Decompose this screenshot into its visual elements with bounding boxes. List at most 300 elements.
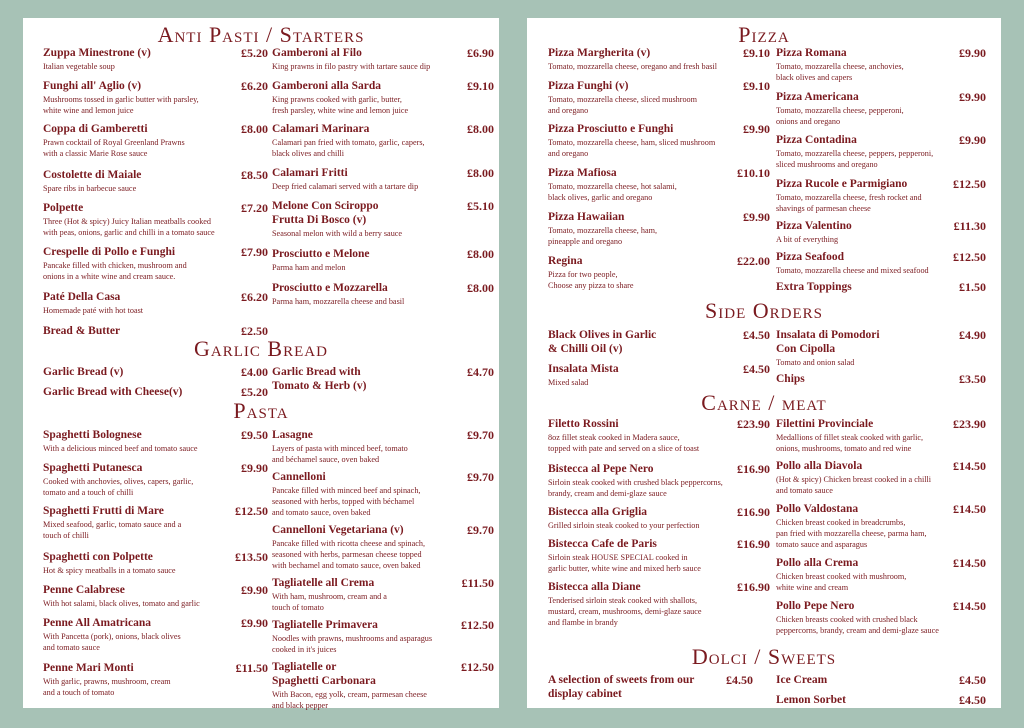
menu-item-name: Crespelle di Pollo e Funghi: [43, 246, 176, 258]
menu-item-description-line: Mushrooms tossed in garlic butter with parsley,: [43, 95, 199, 104]
menu-item-description-line: and flambe in brandy: [548, 618, 618, 627]
menu-item-description-line: white wine and lemon juice: [43, 106, 134, 115]
menu-item-price: £2.50: [241, 324, 268, 338]
menu-item: [272, 166, 494, 192]
menu-item-price: £3.50: [959, 372, 986, 386]
menu-item-name-block: [272, 523, 404, 537]
menu-item-description: [548, 520, 770, 531]
menu-item-price: £12.50: [953, 177, 986, 191]
menu-item: [548, 166, 770, 203]
menu-item: [776, 328, 986, 368]
menu-item-description: [272, 262, 494, 273]
menu-item-description: [43, 443, 268, 454]
menu-item: [776, 673, 986, 687]
menu-item-name-block: [43, 245, 175, 259]
menu-item-price: £22.00: [737, 254, 770, 268]
garlic-bread-col-right: [272, 365, 494, 393]
menu-item-description: [776, 571, 986, 593]
menu-item-description-line: Tomato, mozzarella cheese, sliced mushroom: [548, 95, 698, 104]
menu-item-name-block: [548, 505, 647, 519]
menu-item-description-line: pan fried with mozzarella cheese, parma ham,: [776, 529, 927, 538]
menu-item-description: [776, 192, 986, 214]
menu-item-description: [548, 432, 770, 454]
menu-item-description: [43, 260, 268, 282]
menu-item: [43, 550, 268, 576]
menu-item-row: [272, 46, 494, 60]
menu-item-name: Insalata Mista: [548, 363, 619, 375]
menu-item-name: Paté Della Casa: [43, 291, 121, 303]
menu-item-name: Cannelloni: [272, 471, 326, 483]
menu-item-name-block: [272, 618, 378, 632]
menu-item: [776, 133, 986, 170]
menu-item: [776, 556, 986, 593]
menu-item-description-line: Sirloin steak cooked with crushed black peppercorns,: [548, 478, 723, 487]
menu-item-description-line: black olives and capers: [776, 73, 853, 82]
menu-item-description-line: touch of tomato: [272, 603, 324, 612]
section-title-garlic-bread: Garlic Bread: [194, 336, 328, 361]
menu-item-name: Pizza Mafiosa: [548, 167, 617, 179]
menu-item-price: £16.90: [737, 505, 770, 519]
menu-item: [272, 660, 494, 711]
menu-item-description-line: Tomato, mozzarella cheese, ham, sliced mushroom: [548, 138, 716, 147]
menu-item-description-line: King prawns in filo pastry with tartare sauce dip: [272, 62, 431, 71]
carne-col-left: [548, 417, 770, 628]
menu-item-name: Insalata di Pomodori: [776, 329, 880, 341]
menu-item-price: £9.90: [241, 461, 268, 475]
menu-item-row: [272, 281, 494, 295]
section-title-pizza: Pizza: [738, 22, 790, 47]
menu-item-description-line: Homemade paté with hot toast: [43, 306, 144, 315]
menu-item-price: £23.90: [953, 417, 986, 431]
menu-item-description: [548, 377, 770, 388]
menu-item-description-line: Mixed seafood, garlic, tomato sauce and a: [43, 520, 182, 529]
section-title-carne: Carne / meat: [701, 390, 827, 415]
menu-item: [272, 79, 494, 116]
menu-item-description: [776, 61, 986, 83]
menu-item-name-block: [776, 502, 858, 516]
menu-item: [548, 417, 770, 454]
menu-item-price: £4.50: [743, 328, 770, 342]
menu-item: [548, 505, 770, 531]
menu-item-description-line: garlic butter, white wine and mixed herb sauce: [548, 564, 701, 573]
menu-item: [548, 537, 770, 574]
menu-item: [43, 504, 268, 541]
menu-item-description-line: onions and oregano: [776, 117, 841, 126]
menu-item-description-line: pineapple and oregano: [548, 237, 623, 246]
menu-item-row: [43, 46, 268, 60]
menu-item: [43, 583, 268, 609]
menu-item-name-block: [43, 365, 123, 379]
menu-item-name: Bread & Butter: [43, 325, 121, 337]
menu-item-price: £6.20: [241, 79, 268, 93]
menu-item-price: £10.10: [737, 166, 770, 180]
menu-item-row: [272, 470, 494, 484]
menu-item-description-line: topped with pate and served on a slice of toast: [548, 444, 700, 453]
menu-item-description-line: Hot & spicy meatballs in a tomato sauce: [43, 566, 176, 575]
menu-item-price: £9.90: [959, 133, 986, 147]
menu-item-description: [43, 216, 268, 238]
menu-item-description-line: Chicken breast cooked with mushroom,: [776, 572, 907, 581]
menu-item-description-line: fresh parsley, white wine and lemon juice: [272, 106, 409, 115]
menu-item-description: [776, 105, 986, 127]
menu-item-price: £14.50: [953, 556, 986, 570]
menu-item-name-block: [43, 550, 153, 564]
menu-item-description: [272, 137, 494, 159]
menu-item-price: £6.90: [467, 46, 494, 60]
menu-item-name-block: [272, 79, 381, 93]
menu-item-name: Pollo Valdostana: [776, 503, 859, 515]
menu-item-name-block: [272, 281, 388, 295]
menu-item-description-line: and a touch of tomato: [43, 688, 115, 697]
menu-item-name: A selection of sweets from our: [548, 674, 695, 686]
menu-item-name: Bistecca Cafe de Paris: [548, 538, 657, 550]
menu-item-price: £7.20: [241, 201, 268, 215]
menu-item-name-line2: display cabinet: [548, 688, 622, 700]
menu-item-name: Pizza Margherita (v): [548, 47, 651, 59]
menu-item-price: £16.90: [737, 537, 770, 551]
menu-item-name-block: [43, 385, 182, 399]
menu-item-row: [548, 505, 770, 519]
menu-item-name-block: [272, 166, 348, 180]
menu-item-name: Pollo alla Diavola: [776, 460, 863, 472]
menu-item-row: [272, 199, 494, 227]
menu-item-name: Calamari Fritti: [272, 167, 348, 179]
menu-item-name-block: [548, 254, 583, 268]
menu-item: [272, 428, 494, 465]
menu-item: [776, 46, 986, 83]
menu-item-name: Spaghetti con Polpette: [43, 551, 153, 563]
menu-item-name-block: [776, 459, 862, 473]
menu-item-name-block: [776, 250, 844, 264]
menu-item-description-line: Tomato, mozzarella cheese and mixed seafood: [776, 266, 929, 275]
section-title-pasta: Pasta: [233, 398, 289, 423]
menu-item-description-line: and tomato sauce: [43, 643, 100, 652]
menu-item-description: [43, 565, 268, 576]
menu-item-name-block: [43, 504, 164, 518]
menu-item: [272, 199, 494, 239]
menu-item-name: Extra Toppings: [776, 281, 852, 293]
menu-item-price: £9.10: [743, 46, 770, 60]
menu-item-name: Coppa di Gamberetti: [43, 123, 148, 135]
menu-item-row: [43, 122, 268, 136]
menu-item: [43, 290, 268, 316]
menu-item-description-line: Tomato, mozzarella cheese, hot salami,: [548, 182, 677, 191]
menu-item-price: £5.20: [241, 385, 268, 399]
menu-item-description: [776, 148, 986, 170]
carne-col-right: [776, 417, 986, 636]
menu-item-price: £13.50: [235, 550, 268, 564]
menu-item-name-block: [272, 122, 369, 136]
menu-item-name-block: [776, 673, 827, 687]
menu-item-name: Bistecca al Pepe Nero: [548, 463, 654, 475]
menu-item-row: [548, 46, 770, 60]
menu-item-name: Garlic Bread (v): [43, 366, 124, 378]
pizza-col-right: [776, 46, 986, 294]
menu-item-row: [43, 661, 268, 675]
menu-item-description: [548, 269, 770, 291]
menu-item-price: £9.10: [743, 79, 770, 93]
menu-item-description-line: Spare ribs in barbecue sauce: [43, 184, 137, 193]
menu-item-description: [43, 94, 268, 116]
menu-item-row: [272, 166, 494, 180]
menu-item-description: [272, 296, 494, 307]
menu-item-name-block: [548, 166, 617, 180]
menu-item-row: [548, 537, 770, 551]
menu-item-name: Chips: [776, 373, 805, 385]
menu-item-description: [272, 61, 494, 72]
menu-item-price: £9.70: [467, 523, 494, 537]
menu-item: [272, 470, 494, 518]
menu-item: [43, 201, 268, 238]
menu-item-description-line: King prawns cooked with garlic, butter,: [272, 95, 402, 104]
menu-item-row: [272, 660, 494, 688]
menu-item-description-line: with bechamel and tomato sauce, oven baked: [272, 561, 421, 570]
menu-item: [43, 365, 268, 379]
menu-item-description-line: Pizza for two people,: [548, 270, 618, 279]
menu-item-name-line2: Frutta Di Bosco (v): [272, 214, 367, 226]
menu-item-row: [548, 328, 770, 356]
menu-item-name-block: [43, 79, 141, 93]
menu-item-description-line: Choose any pizza to share: [548, 281, 634, 290]
menu-item-description: [548, 61, 770, 72]
menu-item-name-line2: Spaghetti Carbonara: [272, 675, 376, 687]
menu-item-description: [548, 181, 770, 203]
menu-item-row: [776, 177, 986, 191]
menu-item-name: Calamari Marinara: [272, 123, 370, 135]
menu-item-description: [548, 225, 770, 247]
menu-item-description-line: Parma ham, mozzarella cheese and basil: [272, 297, 405, 306]
menu-item-row: [776, 372, 986, 386]
menu-item-row: [548, 362, 770, 376]
menu-item-row: [43, 550, 268, 564]
menu-item-row: [43, 168, 268, 182]
menu-item-row: [272, 365, 494, 393]
menu-item-description-line: and oregano: [548, 149, 589, 158]
section-title-dolci: Dolci / Sweets: [691, 644, 837, 669]
menu-item-description: [776, 357, 986, 368]
menu-item-description-line: Tomato, mozzarella cheese, peppers, pepperoni,: [776, 149, 934, 158]
menu-item-name: Lasagne: [272, 429, 313, 441]
menu-item-description-line: Layers of pasta with minced beef, tomato: [272, 444, 408, 453]
menu-item-name: Penne Mari Monti: [43, 662, 134, 674]
menu-item-name-block: [776, 90, 859, 104]
menu-item-description: [776, 234, 986, 245]
menu-item-name: Bistecca alla Diane: [548, 581, 641, 593]
menu-item-name: Melone Con Sciroppo: [272, 200, 379, 212]
menu-item-description-line: sliced mushrooms and oregano: [776, 160, 878, 169]
menu-item-name: Ice Cream: [776, 674, 828, 686]
menu-item: [43, 385, 268, 399]
menu-item-row: [776, 250, 986, 264]
menu-item-description-line: with a classic Marie Rose sauce: [43, 149, 148, 158]
menu-item-description: [272, 689, 494, 711]
menu-item-description-line: A bit of everything: [776, 235, 839, 244]
menu-item-name-block: [43, 168, 141, 182]
menu-item-description-line: tomato and a touch of chilli: [43, 488, 134, 497]
menu-item-description-line: seasoned with herbs, parmesan cheese topped: [272, 550, 422, 559]
menu-item-name-block: [548, 46, 650, 60]
menu-item-name: Gamberoni alla Sarda: [272, 80, 382, 92]
menu-item-row: [43, 583, 268, 597]
menu-item-description: [548, 94, 770, 116]
menu-item-name-block: [272, 660, 376, 688]
menu-item: [548, 462, 770, 499]
menu-item-name: Filettini Provinciale: [776, 418, 874, 430]
menu-item: [776, 372, 986, 386]
menu-item-description-line: and oregano: [548, 106, 589, 115]
menu-item: [548, 673, 753, 701]
menu-item-row: [272, 122, 494, 136]
menu-item-price: £8.00: [467, 281, 494, 295]
menu-item-row: [776, 502, 986, 516]
menu-item-row: [43, 79, 268, 93]
menu-item-name: Lemon Sorbet: [776, 694, 846, 706]
menu-item-description-line: 8oz fillet steak cooked in Madera sauce,: [548, 433, 680, 442]
menu-item-description-line: Noodles with prawns, mushrooms and asparagus: [272, 634, 433, 643]
menu-item-description-line: tomato sauce and asparagus: [776, 540, 868, 549]
section-title-side-orders: Side Orders: [705, 298, 823, 323]
menu-item-row: [548, 122, 770, 136]
menu-item-price: £5.10: [467, 199, 494, 213]
menu-item-description: [43, 598, 268, 609]
menu-item-row: [776, 417, 986, 431]
menu-item-description-line: Pancake filled with ricotta cheese and spinach,: [272, 539, 425, 548]
menu-item-price: £4.00: [241, 365, 268, 379]
menu-item-name-block: [43, 583, 125, 597]
starters-col-right: [272, 46, 494, 307]
menu-item-description-line: with peas, onions, garlic and chilli in a tomato sauce: [43, 228, 215, 237]
menu-item-row: [776, 673, 986, 687]
menu-item-row: [43, 201, 268, 215]
menu-item-name: Gamberoni al Filo: [272, 47, 362, 59]
menu-item: [43, 616, 268, 653]
menu-item-price: £14.50: [953, 599, 986, 613]
menu-item-description-line: With a delicious minced beef and tomato sauce: [43, 444, 198, 453]
menu-item-name: Pizza Hawaiian: [548, 211, 625, 223]
menu-item-name: Prosciutto e Melone: [272, 248, 370, 260]
menu-item-name-block: [43, 661, 134, 675]
menu-item-row: [548, 210, 770, 224]
menu-item-description-line: Tenderised sirloin steak cooked with shallots,: [548, 596, 698, 605]
menu-item-description-line: Seasonal melon with wild a berry sauce: [272, 229, 403, 238]
menu-item-description-line: Tomato, mozzarella cheese, fresh rocket and: [776, 193, 922, 202]
menu-item-description-line: Sirloin steak HOUSE SPECIAL cooked in: [548, 553, 688, 562]
menu-item-name-block: [776, 46, 847, 60]
menu-item-row: [43, 616, 268, 630]
menu-item: [43, 122, 268, 159]
menu-item-price: £4.70: [467, 365, 494, 379]
menu-item-name-block: [43, 46, 151, 60]
menu-item: [272, 122, 494, 159]
menu-item-row: [776, 328, 986, 356]
menu-item-name: Pizza Prosciutto e Funghi: [548, 123, 674, 135]
dolci-col-right: [776, 673, 986, 707]
menu-item-description: [43, 676, 268, 698]
menu-item-row: [776, 46, 986, 60]
menu-item-name: Prosciutto e Mozzarella: [272, 282, 388, 294]
menu-item-name-block: [43, 290, 120, 304]
menu-item: [272, 576, 494, 613]
menu-item-row: [548, 79, 770, 93]
pasta-col-left: [43, 428, 268, 698]
menu-item-name-block: [548, 537, 657, 551]
menu-item-name-block: [43, 122, 148, 136]
menu-item-name: Penne Calabrese: [43, 584, 125, 596]
menu-item-name: Funghi all' Aglio (v): [43, 80, 142, 92]
menu-item-name: Spaghetti Bolognese: [43, 429, 142, 441]
dolci-col-left: [548, 673, 753, 701]
menu-item-description-line: With ham, mushroom, cream and a: [272, 592, 387, 601]
menu-item-description-line: white wine and cream: [776, 583, 849, 592]
menu-item-row: [272, 618, 494, 632]
menu-item-description-line: Prawn cocktail of Royal Greenland Prawns: [43, 138, 185, 147]
menu-item-name: Pizza Valentino: [776, 220, 852, 232]
menu-item-price: £1.50: [959, 280, 986, 294]
menu-item-row: [776, 280, 986, 294]
menu-item-description: [43, 631, 268, 653]
menu-item-price: £11.50: [461, 576, 494, 590]
menu-item-name-block: [776, 219, 852, 233]
menu-item-description-line: With garlic, prawns, mushroom, cream: [43, 677, 171, 686]
menu-item-price: £6.20: [241, 290, 268, 304]
menu-item-description: [272, 538, 494, 571]
menu-item-description: [272, 181, 494, 192]
menu-item-name: Pizza Americana: [776, 91, 859, 103]
menu-item-price: £9.70: [467, 470, 494, 484]
menu-item-name: Tagliatelle all Crema: [272, 577, 375, 589]
menu-item-description-line: Tomato, mozzarella cheese, pepperoni,: [776, 106, 904, 115]
menu-item-description: [548, 552, 770, 574]
menu-item-price: £4.90: [959, 328, 986, 342]
menu-item-name-block: [272, 46, 362, 60]
section-title-starters: Anti Pasti / Starters: [157, 22, 365, 47]
menu-item-price: £4.50: [959, 673, 986, 687]
menu-item-name: Pollo Pepe Nero: [776, 600, 855, 612]
menu-item-description: [776, 614, 986, 636]
menu-item-name: Pizza Funghi (v): [548, 80, 629, 92]
menu-item: [43, 168, 268, 194]
menu-item-name-block: [43, 428, 142, 442]
menu-item: [43, 245, 268, 282]
menu-item-description-line: Tomato, mozzarella cheese, anchovies,: [776, 62, 904, 71]
menu-item: [43, 461, 268, 498]
menu-item-name-block: [776, 599, 854, 613]
menu-item-description-line: Deep fried calamari served with a tartare dip: [272, 182, 419, 191]
menu-item-name: Polpette: [43, 202, 84, 214]
menu-item-name-block: [776, 177, 907, 191]
menu-item-description: [272, 591, 494, 613]
menu-item-row: [548, 254, 770, 268]
menu-item-price: £9.90: [241, 616, 268, 630]
menu-item-price: £4.50: [743, 362, 770, 376]
menu-item-name-line2: Con Cipolla: [776, 343, 836, 355]
menu-item-name-block: [548, 122, 673, 136]
menu-item-description-line: seasoned with herbs, topped with béchamel: [272, 497, 415, 506]
menu-item-name-block: [776, 133, 857, 147]
menu-item: [776, 502, 986, 550]
menu-item-name-block: [776, 328, 880, 356]
starters-col-left: [43, 46, 268, 338]
menu-item-row: [43, 385, 268, 399]
menu-item-description-line: Tomato and onion salad: [776, 358, 855, 367]
menu-item-price: £9.90: [959, 46, 986, 60]
menu-item-description-line: Medallions of fillet steak cooked with garlic,: [776, 433, 924, 442]
menu-item-price: £11.30: [953, 219, 986, 233]
menu-item: [776, 599, 986, 636]
menu-item: [272, 46, 494, 72]
menu-item-description-line: Chicken breasts cooked with crushed black: [776, 615, 918, 624]
menu-item-description: [548, 595, 770, 628]
